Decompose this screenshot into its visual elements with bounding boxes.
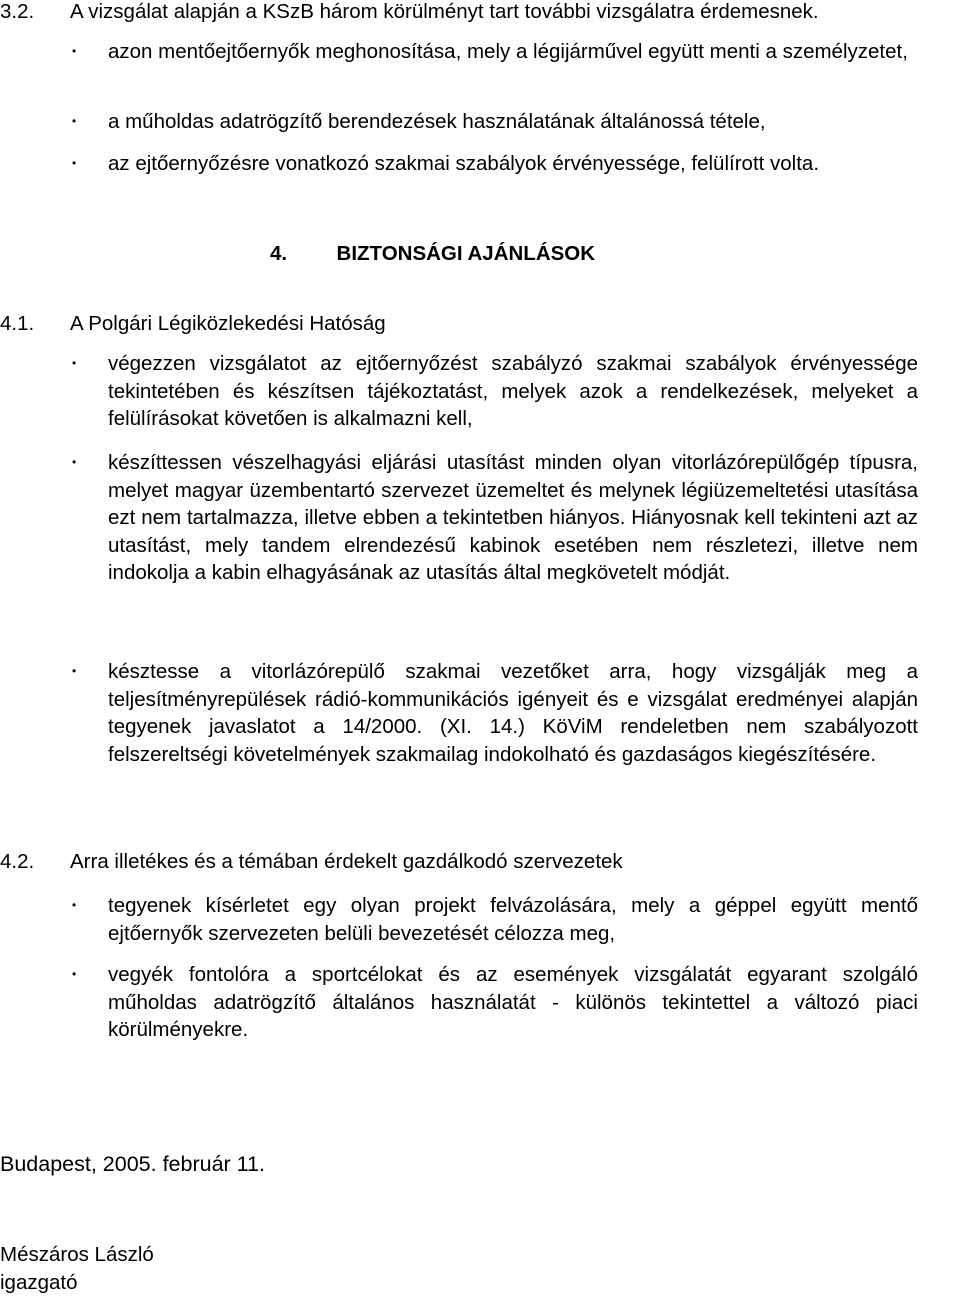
bullet-icon: •	[72, 967, 77, 981]
bullet-icon: •	[72, 664, 77, 678]
bullet-icon: •	[72, 114, 77, 128]
bullet-icon: •	[72, 156, 77, 170]
chapter-title: BIZTONSÁGI AJÁNLÁSOK	[336, 242, 596, 265]
list-item-text: az ejtőernyőzésre vonatkozó szakmai szabályok érvényessége, felülírott volta.	[108, 152, 820, 175]
signatory-name: Mészáros László	[0, 1243, 154, 1266]
bullet-icon: •	[72, 455, 77, 469]
section-title: Arra illetékes és a témában érdekelt gazdálkodó szervezetek	[70, 850, 623, 873]
list-item-text: késztesse a vitorlázórepülő szakmai vezetőket arra, hogy vizsgálják meg a teljesítményrepülések rádió-kommunikációs igényeit és e vizsgálat eredményei alapján tegyenek javaslatot a 14/2000. (XI. 14.) KöViM rendeletben nem szabályozott felszereltségi követelmények szakmailag indokolható és gazdaságos kiegészítésére.	[108, 660, 918, 766]
list-item-text: vegyék fontolóra a sportcélokat és az események vizsgálatát egyarant szolgáló műholdas adatrögzítő általános használatát - különös tekintettel a változó piaci körülményekre.	[108, 963, 918, 1041]
signatory-role: igazgató	[0, 1271, 78, 1294]
section-number: 3.2.	[0, 0, 35, 23]
list-item-text: tegyenek kísérletet egy olyan projekt felvázolására, mely a géppel együtt mentő ejtőernyők szervezeten belüli bevezetését célozza meg,	[108, 894, 918, 945]
bullet-icon: •	[72, 356, 77, 370]
list-item-text: azon mentőejtőernyők meghonosítása, mely a légijárművel együtt menti a személyzetet,	[108, 40, 908, 63]
list-item-text: végezzen vizsgálatot az ejtőernyőzést szabályzó szakmai szabályok érvényessége tekintetében és készítsen tájékoztatást, melyek azok a rendelkezések, melyeket a felülírásokat követően is alkalmazni kell,	[108, 352, 918, 430]
place-date: Budapest, 2005. február 11.	[0, 1152, 265, 1176]
chapter-number: 4.	[270, 242, 288, 265]
bullet-icon: •	[72, 898, 77, 912]
bullet-icon: •	[72, 44, 77, 58]
list-item-text: a műholdas adatrögzítő berendezések használatának általánossá tétele,	[108, 110, 766, 133]
section-title: A Polgári Légiközlekedési Hatóság	[70, 312, 386, 335]
chapter-heading	[270, 242, 595, 266]
section-number: 4.1.	[0, 312, 35, 335]
section-text: A vizsgálat alapján a KSzB három körülményt tart további vizsgálatra érdemesnek.	[70, 0, 819, 23]
list-item-text: készíttessen vészelhagyási eljárási utasítást minden olyan vitorlázórepülőgép típusra, melyet magyar üzembentartó szervezet üzemeltet és melynek légiüzemeltetési utasítása ezt nem tartalmazza, illetve ebben a tekintetben hiányos. Hiányosnak kell tekinteni azt az utasítást, mely tandem elrendezésű kabinok esetében nem részletezi, illetve nem indokolja a kabin elhagyásának az utasítás által megkövetelt módját.	[108, 451, 918, 584]
section-number: 4.2.	[0, 850, 35, 873]
